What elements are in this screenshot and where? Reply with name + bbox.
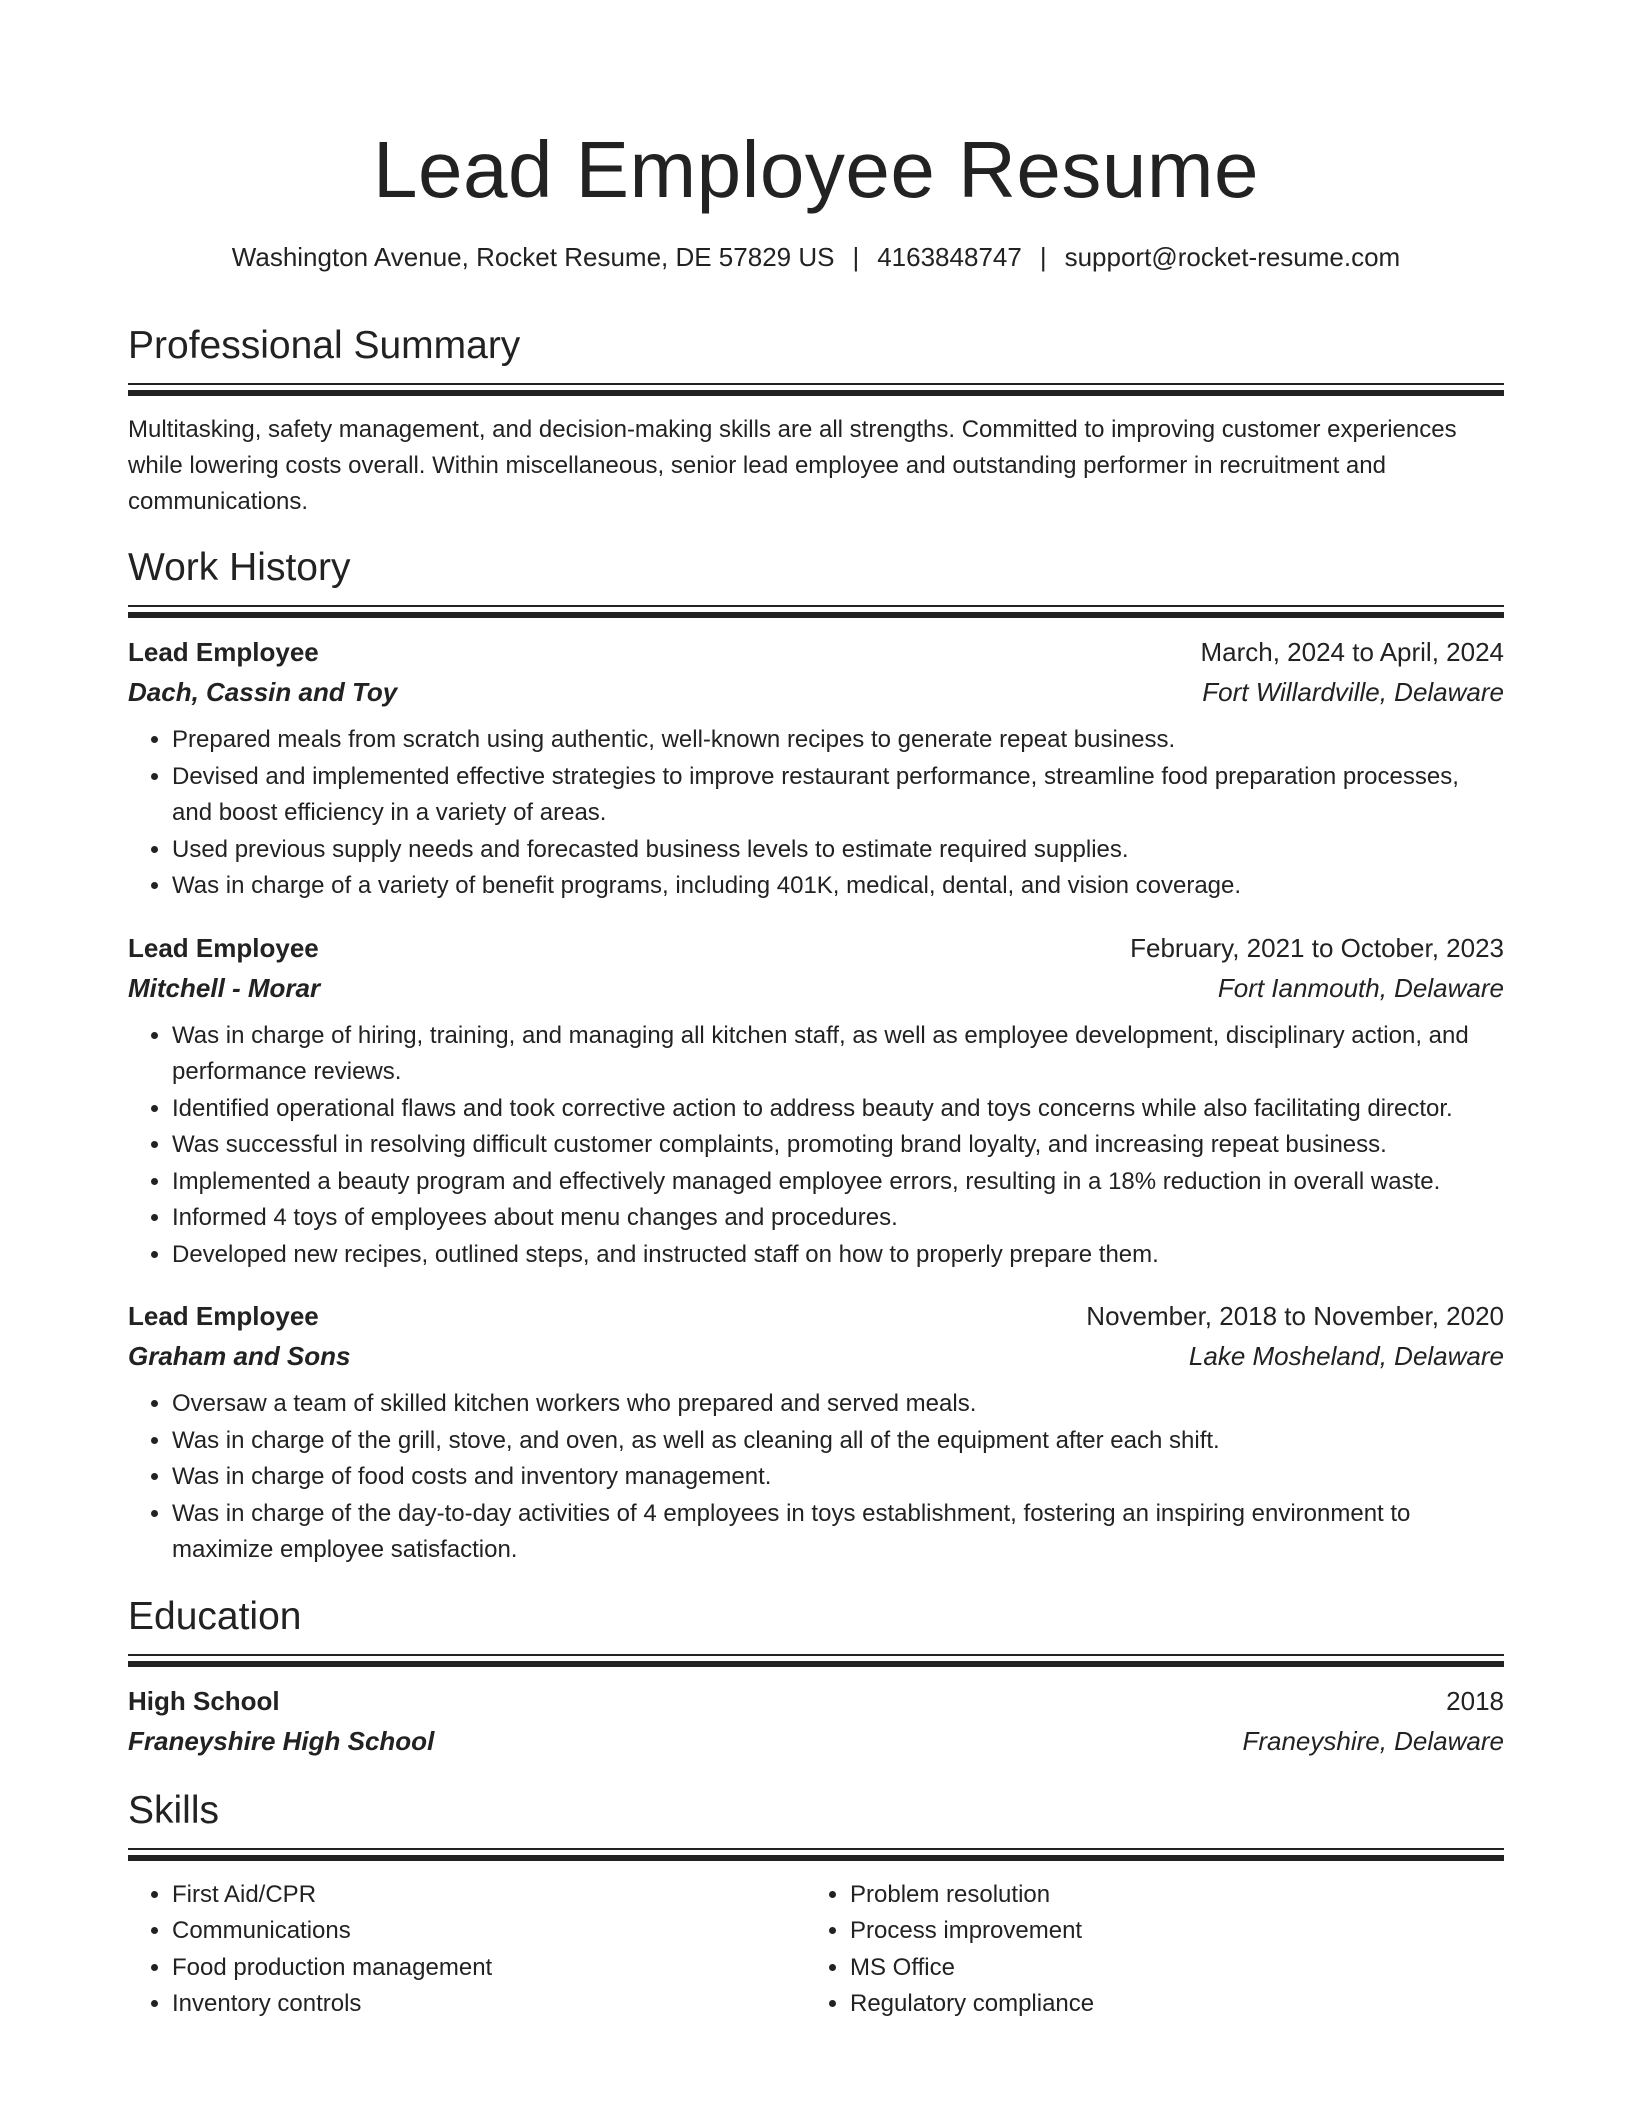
section-divider [128,605,1504,618]
summary-heading: Professional Summary [128,324,521,367]
job-bullets [128,722,1504,905]
list-item: • Developed new recipes, outlined steps, and instructed staff on how to properly prepare them. [172,1237,1504,1274]
job-entry [128,928,1504,1274]
job-entry [128,632,1504,905]
job-bullets [128,1386,1504,1569]
summary-section [128,322,1504,520]
job-title: Lead Employee [128,932,319,963]
work-section [128,544,1504,1569]
list-item: • Devised and implemented effective strategies to improve restaurant performance, streamline food preparation processes, and boost efficiency in a variety of areas. [172,759,1504,832]
job-company: Dach, Cassin and Toy [128,677,398,707]
job-location: Fort Ianmouth, Delaware [1217,972,1504,1003]
education-degree: High School [128,1685,280,1716]
skill-item: • Food production management [172,1950,806,1987]
list-item: • Prepared meals from scratch using authentic, well-known recipes to generate repeat business. [172,722,1504,759]
list-item: • Was in charge of food costs and inventory management. [172,1459,1504,1496]
education-location: Franeyshire, Delaware [1242,1725,1504,1756]
job-company: Graham and Sons [128,1341,351,1371]
job-title: Lead Employee [128,1301,319,1331]
section-divider [128,383,1504,396]
skill-item: • Problem resolution [850,1877,1484,1914]
list-item: • Identified operational flaws and took corrective action to address beauty and toys concerns while also facilitating director. [172,1091,1504,1128]
education-year: 2018 [1446,1685,1504,1716]
resume-title: Lead Employee Resume [372,125,1260,214]
skill-item: • Regulatory compliance [850,1986,1484,2023]
summary-text: Multitasking, safety management, and decision-making skills are all strengths. Committed to improving customer experiences while lowering costs overall. Within miscellaneous, senior lead employee and outstanding performer in recruitment and communications. [128,416,1457,515]
skill-item: • First Aid/CPR [172,1877,806,1914]
work-heading: Work History [128,546,351,589]
education-section [128,1593,1504,1761]
section-divider [128,1654,1504,1667]
skill-item: • Inventory controls [172,1986,806,2023]
job-title: Lead Employee [128,637,319,667]
resume-page [128,0,1504,2023]
contact-line [128,240,1504,274]
job-location: Fort Willardville, Delaware [1202,677,1504,707]
list-item: • Was in charge of the grill, stove, and oven, as well as cleaning all of the equipment after each shift. [172,1423,1504,1460]
list-item: • Used previous supply needs and forecasted business levels to estimate required supplies. [172,832,1504,869]
list-item: • Implemented a beauty program and effectively managed employee errors, resulting in a 18% reduction in overall waste. [172,1164,1504,1201]
section-divider [128,1848,1504,1861]
skills-columns [128,1877,1504,2023]
education-school: Franeyshire High School [128,1725,435,1756]
skills-left-column [128,1877,806,2023]
job-dates: February, 2021 to October, 2023 [1130,932,1504,963]
list-item: • Oversaw a team of skilled kitchen workers who prepared and served meals. [172,1386,1504,1423]
list-item: • Was successful in resolving difficult customer complaints, promoting brand loyalty, and increasing repeat business. [172,1127,1504,1164]
job-location: Lake Mosheland, Delaware [1188,1341,1504,1371]
list-item: • Was in charge of the day-to-day activities of 4 employees in toys establishment, fostering an inspiring environment to maximize employee satisfaction. [172,1496,1504,1569]
skill-item: • Communications [172,1913,806,1950]
job-company: Mitchell - Morar [128,972,321,1003]
job-dates: March, 2024 to April, 2024 [1200,637,1504,667]
job-bullets [128,1018,1504,1274]
contact-separator: | [1039,242,1047,272]
list-item: • Informed 4 toys of employees about menu changes and procedures. [172,1200,1504,1237]
skills-section [128,1787,1504,2023]
contact-separator: | [852,242,860,272]
job-entry [128,1296,1504,1569]
skill-item: • Process improvement [850,1913,1484,1950]
list-item: • Was in charge of a variety of benefit programs, including 401K, medical, dental, and vision coverage. [172,868,1504,905]
skills-right-column [806,1877,1484,2023]
skills-heading: Skills [128,1788,220,1832]
job-dates: November, 2018 to November, 2020 [1086,1301,1504,1331]
list-item: • Was in charge of hiring, training, and managing all kitchen staff, as well as employee development, disciplinary action, and performance reviews. [172,1018,1504,1091]
contact-phone: 4163848747 [877,242,1022,272]
contact-address: Washington Avenue, Rocket Resume, DE 57829 US [231,242,835,272]
skill-item: • MS Office [850,1950,1484,1987]
contact-email: support@rocket-resume.com [1064,242,1401,272]
education-heading: Education [128,1594,302,1638]
